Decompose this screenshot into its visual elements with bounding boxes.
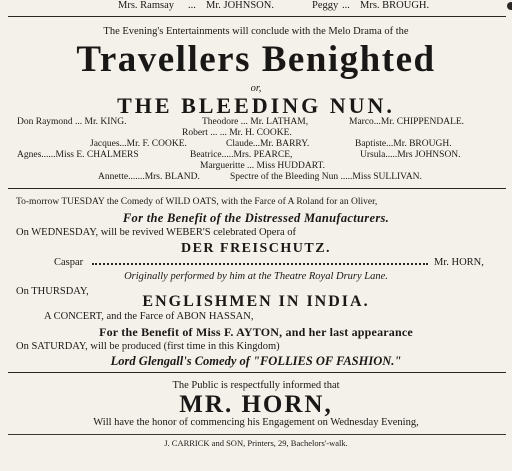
cast-top-ramsay-actor: Mr. JOHNSON. [206,0,274,11]
cast-ursula: Ursula.....Mrs JOHNSON. [360,150,461,160]
notice-name: MR. HORN, [179,391,333,418]
cast-claude: Claude...Mr. BARRY. [226,139,310,149]
cast-top-sep-2: ... [342,0,350,11]
divider-low [8,372,506,373]
announce-englishmen: ENGLISHMEN IN INDIA. [142,293,370,310]
cast-jacques: Jacques...Mr. F. COOKE. [90,139,187,149]
announce-opera: DER FREISCHUTZ. [180,241,332,256]
cast-theodore: Theodore ... Mr. LATHAM, [202,117,309,127]
announce-benefit-distressed: For the Benefit of the Distressed Manufacturers. [122,211,390,225]
cast-spectre: Spectre of the Bleeding Nun .....Miss SULLIVAN. [230,172,422,182]
announce-thursday: On THURSDAY, [16,286,89,297]
cast-margueritte: Margueritte ... Miss HUDDART. [200,161,325,171]
caspar-actor: Mr. HORN, [434,257,484,268]
cast-beatrice: Beatrice.....Mrs. PEARCE, [190,150,293,160]
announce-benefit-ayton: For the Benefit of Miss F. AYTON, and her last appearance [99,325,413,339]
notice-intro: The Public is respectfully informed that [172,380,340,391]
cast-top-peggy-role: Peggy [312,0,339,11]
caspar-dot-leader [92,263,428,265]
cast-marco: Marco...Mr. CHIPPENDALE. [349,117,465,127]
announce-wednesday: On WEDNESDAY, will be revived WEBER'S celebrated Opera of [16,227,296,238]
melodrama-subtitle: THE BLEEDING NUN. [117,93,395,118]
announce-saturday: On SATURDAY, will be produced (first time in this Kingdom) [16,341,280,352]
cast-annette: Annette.......Mrs. BLAND. [98,172,200,182]
cast-don-raymond: Don Raymond ... Mr. KING. [17,117,127,127]
cast-top-ramsay-role: Mrs. Ramsay [118,0,174,11]
divider-mid [8,188,506,189]
notice-engagement: Will have the honor of commencing his Engagement on Wednesday Evening, [93,417,419,428]
printer-imprint: J. CARRICK and SON, Printers, 29, Bachelors'-walk. [164,438,348,448]
divider-top [8,16,506,17]
announce-tuesday: To-morrow TUESDAY the Comedy of WILD OATS, with the Farce of A Roland for an Oliver, [16,197,378,207]
cast-agnes: Agnes......Miss E. CHALMERS [17,150,139,160]
cast-top-sep-1: ... [188,0,196,11]
cast-robert: Robert ... ... Mr. H. COOKE. [182,128,292,138]
announce-follies: Lord Glengall's Comedy of "FOLLIES OF FASHION." [110,354,402,368]
melodrama-title: Travellers Benighted [76,39,436,80]
melodrama-intro: The Evening's Entertainments will conclude with the Melo Drama of the [103,26,409,37]
melodrama-or: or, [250,83,262,94]
caspar-note: Originally performed by him at the Theatre Royal Drury Lane. [124,271,388,282]
ink-blot [507,2,512,10]
caspar-role: Caspar [54,257,84,268]
divider-bottom [8,434,506,435]
announce-concert: A CONCERT, and the Farce of ABON HASSAN, [44,311,254,322]
cast-top-peggy-actor: Mrs. BROUGH. [360,0,430,11]
cast-baptiste: Baptiste...Mr. BROUGH. [355,139,452,149]
